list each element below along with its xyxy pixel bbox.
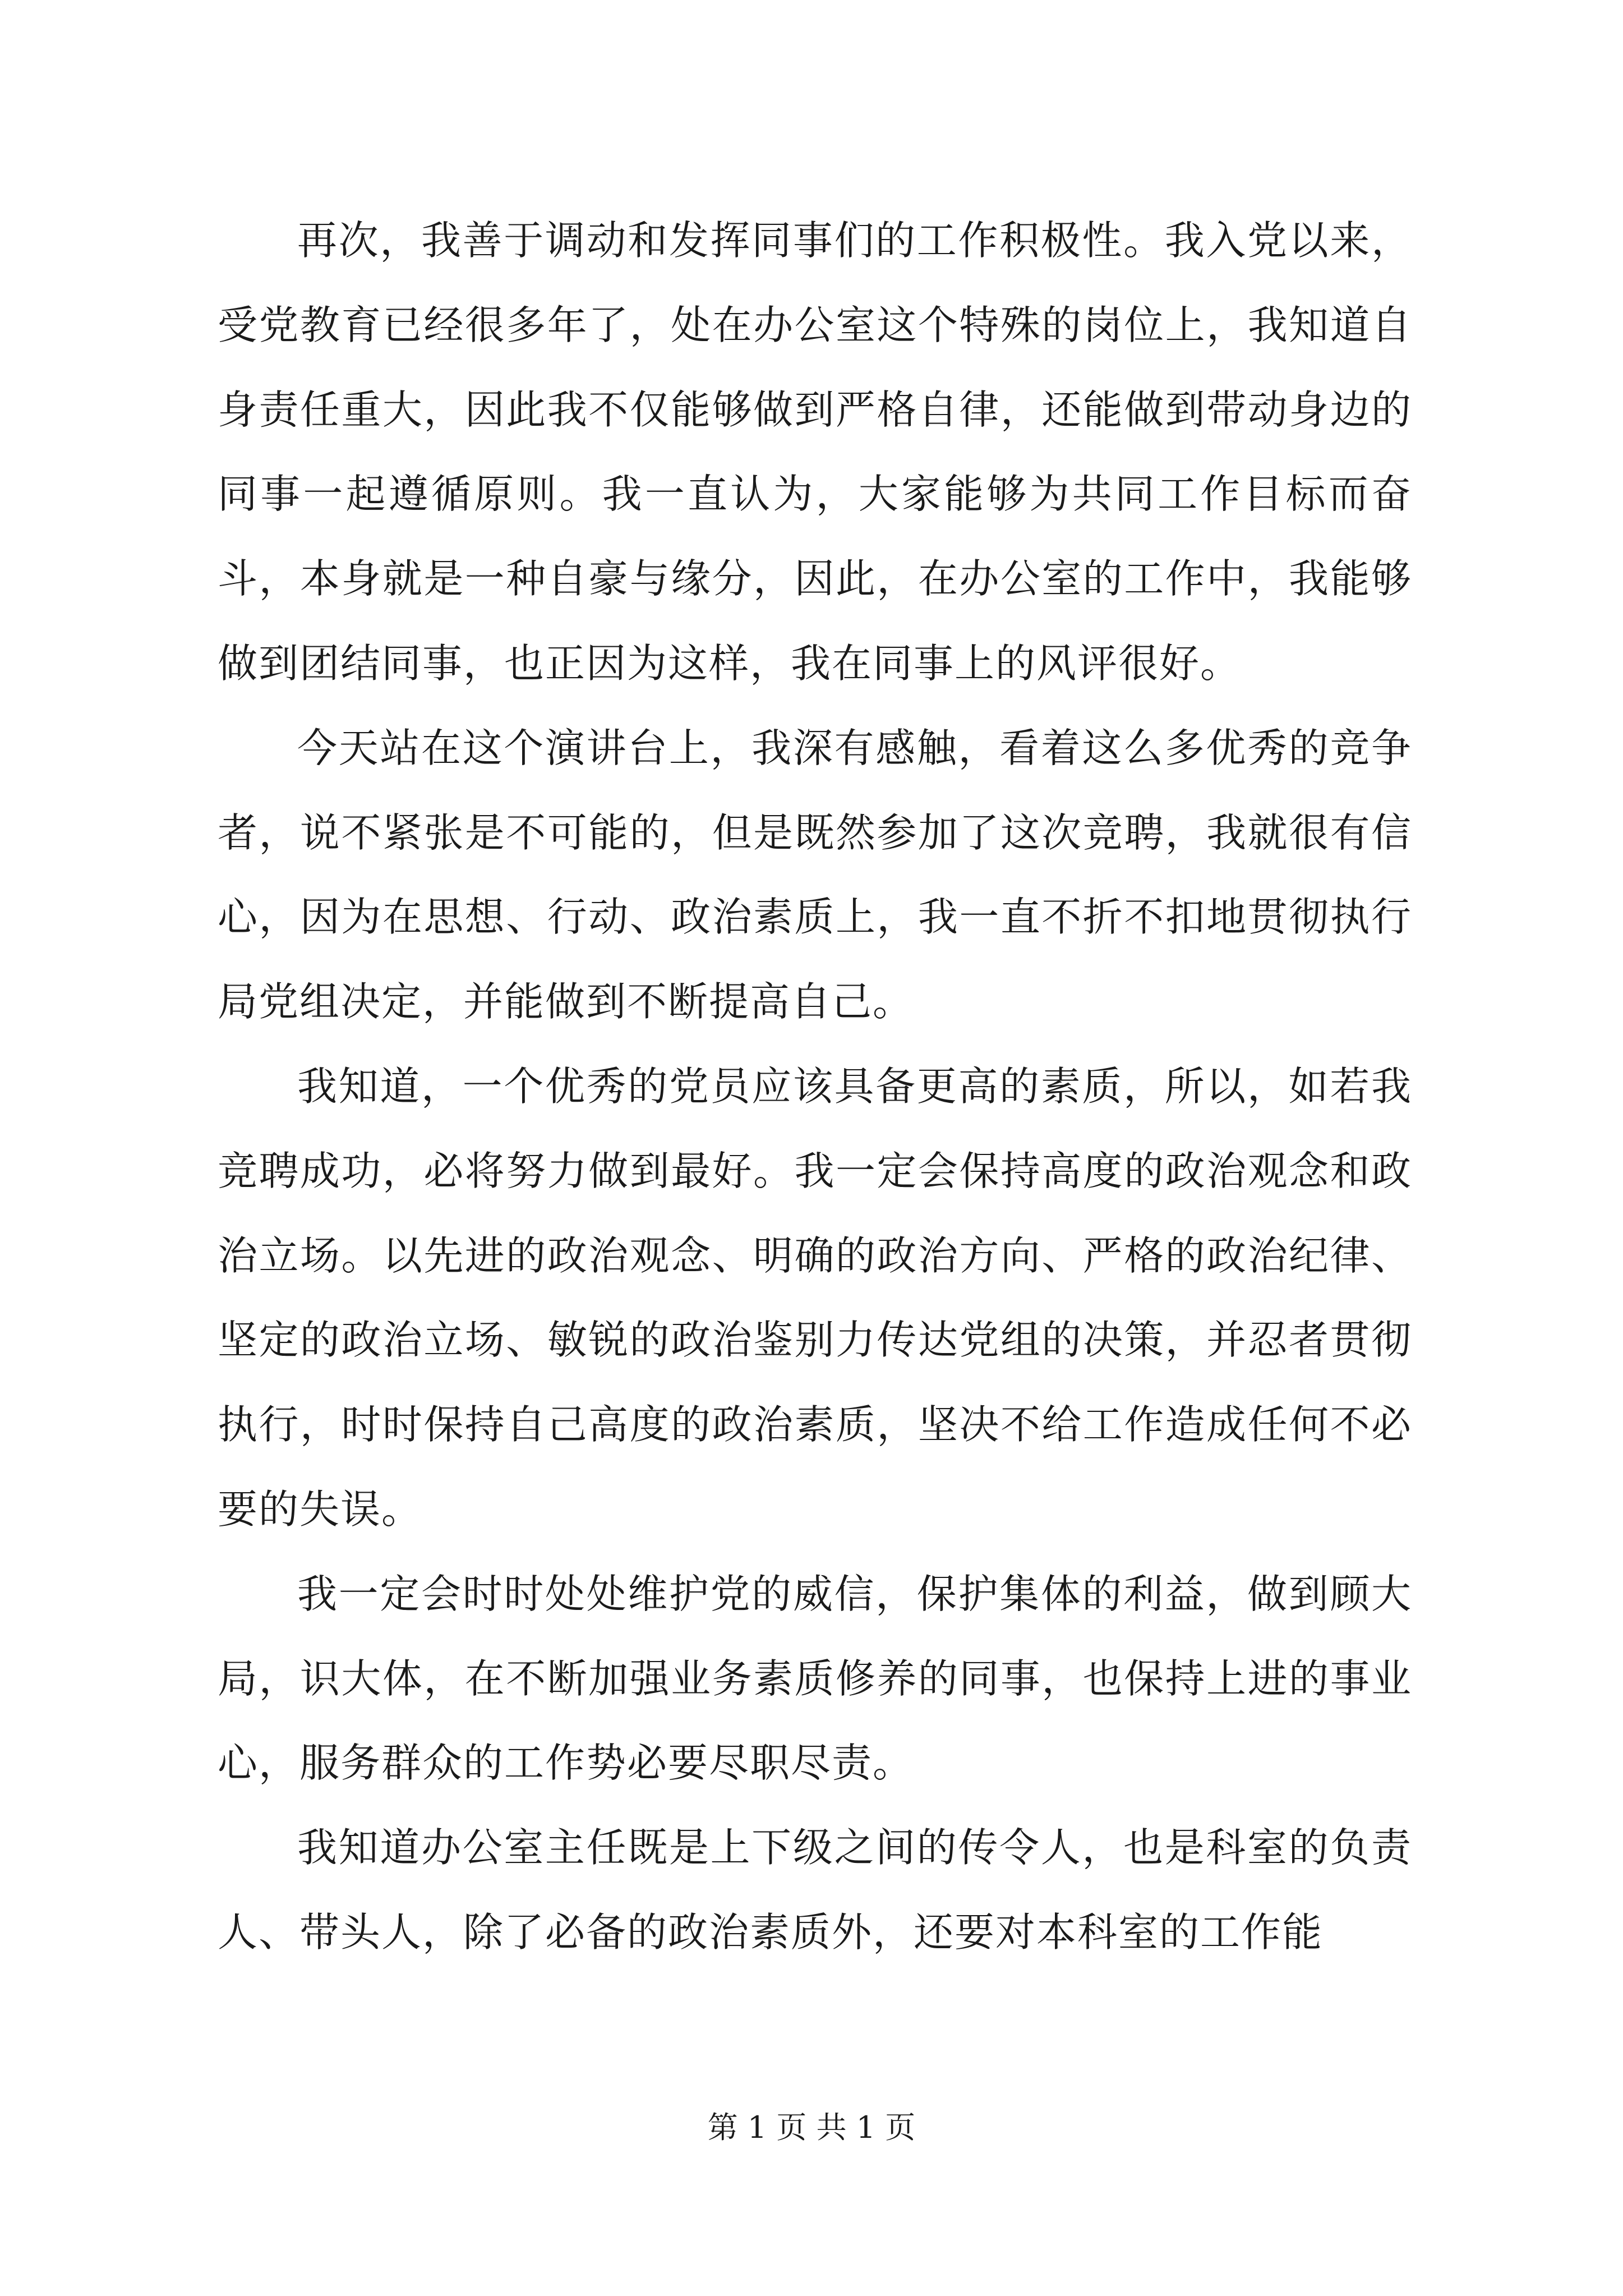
paragraph: 今天站在这个演讲台上，我深有感触，看着这么多优秀的竞争者，说不紧张是不可能的，但是既然参加了这次竞聘，我就很有信心，因为在思想、行动、政治素质上，我一直不折不扣地贯彻执行局党组决定，并能做到不断提高自己。 xyxy=(218,724,1412,1025)
paragraph: 我知道，一个优秀的党员应该具备更高的素质，所以，如若我竞聘成功，必将努力做到最好。我一定会保持高度的政治观念和政治立场。以先进的政治观念、明确的政治方向、严格的政治纪律、坚定的政治立场、敏锐的政治鉴别力传达党组的决策，并忍者贯彻执行，时时保持自己高度的政治素质，坚决不给工作造成任何不必要的失误。 xyxy=(218,1062,1412,1533)
page-footer: 第 1 页 共 1 页 xyxy=(707,2110,916,2145)
paragraph: 我一定会时时处处维护党的威信，保护集体的利益，做到顾大局，识大体，在不断加强业务素质修养的同事，也保持上进的事业心，服务群众的工作势必要尽职尽责。 xyxy=(218,1570,1412,1787)
document-body xyxy=(218,199,1412,1975)
paragraph: 再次，我善于调动和发挥同事们的工作积极性。我入党以来，受党教育已经很多年了，处在办公室这个特殊的岗位上，我知道自身责任重大，因此我不仅能够做到严格自律，还能做到带动身边的同事一起遵循原则。我一直认为，大家能够为共同工作目标而奋斗，本身就是一种自豪与缘分，因此，在办公室的工作中，我能够做到团结同事，也正因为这样，我在同事上的风评很好。 xyxy=(218,217,1412,687)
paragraph: 我知道办公室主任既是上下级之间的传令人，也是科室的负责人、带头人，除了必备的政治素质外，还要对本科室的工作能 xyxy=(218,1824,1412,1955)
